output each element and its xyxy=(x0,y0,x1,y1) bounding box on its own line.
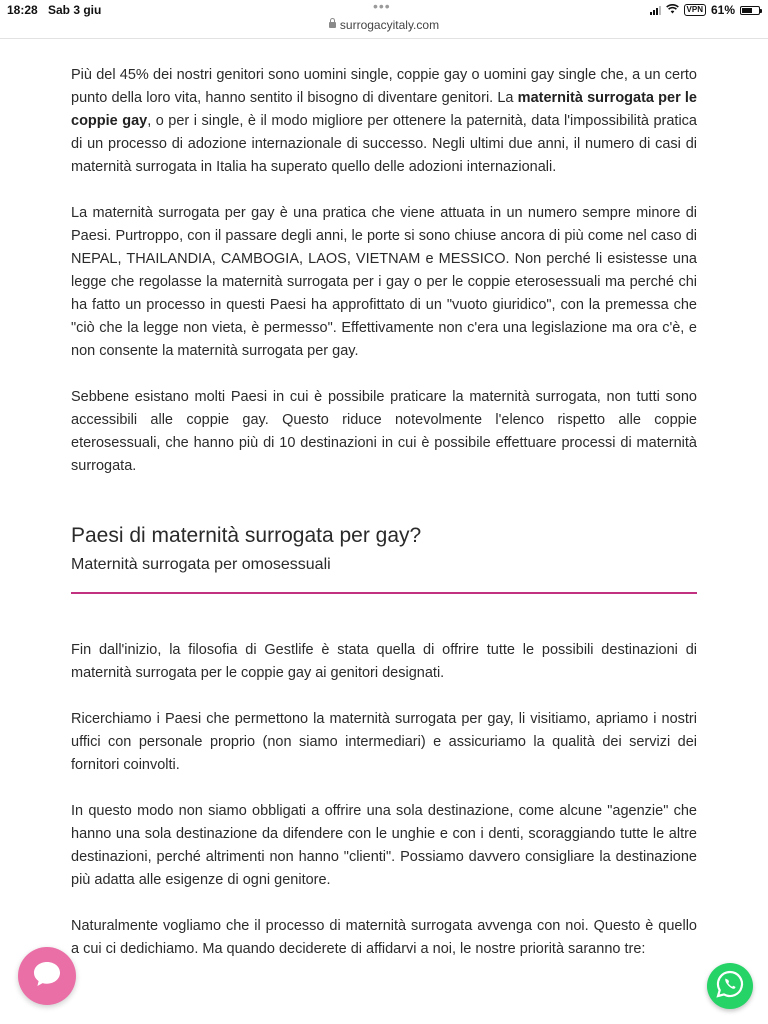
chat-bubble-icon xyxy=(32,960,62,993)
wifi-icon xyxy=(666,3,679,17)
section-divider xyxy=(71,592,697,594)
signal-icon xyxy=(650,6,661,15)
paragraph: Fin dall'inizio, la filosofia di Gestlife è stata quella di offrire tutte le possibili destinazioni di maternità surrogata per le coppie gay ai genitori designati. xyxy=(71,642,697,681)
lock-icon xyxy=(329,22,336,28)
whatsapp-button[interactable] xyxy=(707,963,753,1009)
status-bar xyxy=(0,0,768,39)
status-time: 18:28 xyxy=(7,3,38,17)
status-indicators xyxy=(650,3,760,17)
section-title: Paesi di maternità surrogata per gay? xyxy=(71,524,422,547)
chat-button[interactable] xyxy=(18,947,76,1005)
vpn-badge: VPN xyxy=(684,4,706,16)
paragraph: Sebbene esistano molti Paesi in cui è possibile praticare la maternità surrogata, non tutti sono accessibili alle coppie gay. Questo riduce notevolmente l'elenco rispetto alle coppie eterosessuali, che hanno più di 10 destinazioni in cui è possibile effettuare processi di maternità surrogata. xyxy=(71,389,697,474)
tab-handle-dots[interactable]: ••• xyxy=(373,0,391,14)
status-date: Sab 3 giu xyxy=(48,3,102,17)
section-subtitle: Maternità surrogata per omosessuali xyxy=(71,556,331,573)
paragraph xyxy=(71,64,697,179)
paragraph: La maternità surrogata per gay è una pratica che viene attuata in un numero sempre minore di Paesi. Purtroppo, con il passare degli anni, le porte si sono chiuse ancora di più come nel caso di NEPAL, THAILANDIA, CAMBOGIA, LAOS, VIETNAM e MESSICO. Non perché li esistesse una legge che regolasse la maternità surrogata per i gay o per le coppie eterosessuali ma perché chi ha fatto un processo in questi Paesi ha approfittato di un "vuoto giuridico", con la premessa che "ciò che la legge non vieta, è permesso". Effettivamente non c'era una legislazione ma ora c'è, e non consente la maternità surrogata per gay. xyxy=(71,205,697,359)
paragraph-text: , o per i single, è il modo migliore per ottenere la paternità, data l'impossibilità pratica di un processo di adozione internazionale di successo. Negli ultimi due anni, il numero di casi di maternità surrogata in Italia ha superato quello delle adozioni internazionali. xyxy=(71,113,697,175)
battery-percent: 61% xyxy=(710,3,735,17)
article-content xyxy=(71,64,697,984)
paragraph: Ricerchiamo i Paesi che permettono la maternità surrogata per gay, li visitiamo, apriamo i nostri uffici con personale proprio (non siamo intermediari) e assicuriamo la qualità dei servizi dei fornitori coinvolti. xyxy=(71,711,697,773)
url-text: surrogacyitaly.com xyxy=(339,18,440,32)
battery-level xyxy=(742,8,752,13)
paragraph: Naturalmente vogliamo che il processo di maternità surrogata avvenga con noi. Questo è quello a cui ci dedichiamo. Ma quando deciderete di affidarvi a noi, le nostre priorità saranno tre: xyxy=(71,918,697,957)
whatsapp-icon xyxy=(715,969,745,1004)
address-bar[interactable] xyxy=(0,18,768,32)
battery-icon xyxy=(740,6,760,15)
bold-link-text: maternità surrogata per le coppie gay xyxy=(71,90,697,129)
paragraph: In questo modo non siamo obbligati a offrire una sola destinazione, come alcune "agenzie" che hanno una sola destinazione da difendere con le unghie e con i denti, scoraggiando tutte le altre destinazioni, perché altrimenti non hanno "clienti". Possiamo davvero consigliare la destinazione più adatta alle esigenze di ogni genitore. xyxy=(71,803,697,888)
paragraph-text: Più del 45% dei nostri genitori sono uomini single, coppie gay o uomini gay single che, a un certo punto della loro vita, hanno sentito il bisogno di diventare genitori. La xyxy=(71,67,697,106)
